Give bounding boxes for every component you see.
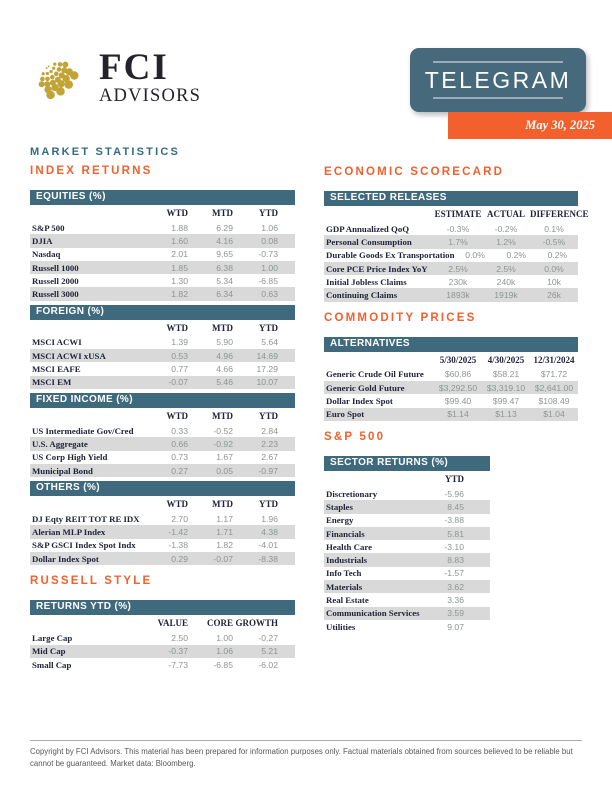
- cell-value: 1.39: [171, 337, 188, 348]
- others-table: [30, 481, 295, 565]
- table-row: [324, 288, 578, 301]
- cell-value: 6.29: [216, 222, 233, 233]
- cell-value: 5.21: [261, 646, 278, 657]
- column-headers: [30, 408, 295, 424]
- row-label: U.S. Aggregate: [32, 438, 88, 449]
- cell-value: 1.7%: [448, 236, 468, 247]
- cell-value: 5.90: [216, 337, 233, 348]
- cell-value: 1.67: [216, 452, 233, 463]
- table-header-bar: SELECTED RELEASES: [324, 191, 578, 206]
- brand-name: [99, 49, 201, 105]
- table-row: [324, 487, 490, 500]
- row-label: MSCI ACWI xUSA: [32, 350, 106, 361]
- cell-value: 0.2%: [506, 250, 527, 261]
- column-headers: [30, 205, 295, 221]
- cell-value: 1.2%: [496, 236, 516, 247]
- cell-value: 1919k: [494, 290, 518, 301]
- table-row: [324, 368, 578, 381]
- cell-value: $108.49: [538, 396, 570, 407]
- table-row: [324, 500, 490, 513]
- column-headers: [324, 206, 589, 222]
- table-row: [324, 567, 490, 580]
- table-row: [30, 248, 295, 261]
- row-label: Russell 2000: [32, 275, 79, 286]
- section-title-russell-style: RUSSELL STYLE: [30, 575, 153, 588]
- row-label: Info Tech: [326, 568, 362, 579]
- table-row: [324, 607, 490, 620]
- table-body: [30, 221, 295, 301]
- right-column: [324, 166, 589, 637]
- column-header: ESTIMATE: [434, 209, 482, 219]
- cell-value: $99.40: [444, 396, 472, 407]
- table-row: [30, 261, 295, 274]
- cell-value: 230k: [448, 276, 468, 287]
- cell-value: 0.0%: [465, 250, 485, 261]
- table-header-bar: FOREIGN (%): [30, 305, 295, 320]
- cell-value: $99.47: [492, 396, 520, 407]
- cell-value: 0.05: [216, 465, 233, 476]
- cell-value: 2.70: [171, 513, 188, 524]
- cell-value: 5.34: [216, 275, 233, 286]
- table-row: [30, 234, 295, 247]
- row-label: Mid Cap: [32, 646, 66, 657]
- cell-value: 1.00: [261, 262, 278, 273]
- cell-value: 5.46: [216, 377, 233, 388]
- table-row: [324, 381, 578, 394]
- column-headers: [30, 615, 295, 631]
- row-label: Generic Crude Oil Future: [326, 369, 424, 380]
- cell-value: 0.73: [171, 452, 188, 463]
- cell-value: 14.69: [256, 350, 278, 361]
- table-row: [30, 552, 295, 565]
- cell-value: 10.07: [256, 377, 278, 388]
- table-body: [30, 631, 295, 671]
- cell-value: -0.52: [213, 425, 233, 436]
- cell-value: 1.88: [171, 222, 188, 233]
- cell-value: 3.59: [447, 608, 464, 619]
- cell-value: -0.97: [258, 465, 278, 476]
- cell-value: 1.06: [216, 646, 233, 657]
- cell-value: -0.07: [213, 553, 233, 564]
- table-row: [30, 631, 295, 644]
- row-label: Core PCE Price Index YoY: [326, 263, 428, 274]
- masthead-telegram-banner: [410, 48, 586, 112]
- column-headers: [30, 320, 295, 336]
- cell-value: 2.67: [261, 452, 278, 463]
- left-column: [30, 146, 295, 675]
- column-header: MTD: [212, 208, 233, 218]
- table-row: [30, 464, 295, 477]
- row-label: Nasdaq: [32, 249, 61, 260]
- column-header: 12/31/2024: [533, 354, 575, 365]
- column-header: YTD: [258, 410, 278, 421]
- cell-value: 6.34: [216, 289, 233, 300]
- cell-value: -0.27: [258, 632, 278, 643]
- table-row: [324, 580, 490, 593]
- cell-value: 1.82: [171, 289, 188, 300]
- table-row: [30, 424, 295, 437]
- cell-value: 3.62: [447, 581, 464, 592]
- row-label: S&P GSCI Index Spot Indx: [32, 540, 136, 551]
- cell-value: 17.29: [256, 364, 278, 375]
- table-row: [30, 274, 295, 287]
- cell-value: 1.82: [216, 540, 233, 551]
- cell-value: 0.63: [261, 289, 278, 300]
- row-label: MSCI ACWI: [32, 337, 82, 348]
- column-headers: [324, 471, 490, 487]
- cell-value: $60.86: [444, 369, 472, 380]
- equities-table: [30, 190, 295, 301]
- sector-returns-table: [324, 456, 490, 633]
- row-label: Continuing Claims: [326, 290, 398, 301]
- row-label: Euro Spot: [326, 409, 365, 420]
- row-label: GDP Annualized QoQ: [326, 223, 410, 234]
- table-row: [30, 336, 295, 349]
- cell-value: 0.29: [171, 553, 188, 564]
- table-row: [324, 620, 490, 633]
- row-label: MSCI EAFE: [32, 364, 81, 375]
- column-header: YTD: [258, 322, 278, 333]
- cell-value: 0.66: [171, 438, 188, 449]
- cell-value: -0.2%: [494, 223, 518, 234]
- cell-value: $3,319.10: [486, 382, 526, 393]
- cell-value: 9.07: [447, 621, 464, 632]
- cell-value: -0.92: [213, 438, 233, 449]
- cell-value: 5.81: [447, 528, 464, 539]
- cell-value: 1.17: [216, 513, 233, 524]
- cell-value: 4.66: [216, 364, 233, 375]
- cell-value: 2.23: [261, 438, 278, 449]
- row-label: Generic Gold Future: [326, 382, 405, 393]
- banner-rule-top: [433, 61, 563, 63]
- table-row: [30, 221, 295, 234]
- cell-value: -8.38: [258, 553, 278, 564]
- column-header: YTD: [258, 499, 278, 510]
- row-label: Materials: [326, 581, 363, 592]
- table-header-bar: OTHERS (%): [30, 481, 295, 496]
- russell-style-table: [30, 600, 295, 671]
- column-header: ACTUAL: [486, 209, 525, 219]
- cell-value: 0.77: [171, 364, 188, 375]
- fixed-income-table: [30, 393, 295, 477]
- cell-value: 2.50: [171, 632, 188, 643]
- column-header: WTD: [166, 410, 188, 421]
- brand-name-bottom: ADVISORS: [99, 86, 202, 106]
- table-row: [324, 553, 490, 566]
- row-label: US Corp High Yield: [32, 452, 108, 463]
- column-header: VALUE: [157, 618, 188, 629]
- cell-value: $2,641.00: [534, 382, 574, 393]
- section-title-commodity-prices: COMMODITY PRICES: [324, 311, 477, 324]
- cell-value: 2.5%: [448, 263, 468, 274]
- row-label: Russell 1000: [32, 262, 79, 273]
- cell-value: 1.60: [171, 235, 188, 246]
- cell-value: 0.53: [171, 350, 188, 361]
- cell-value: -1.57: [444, 568, 464, 579]
- table-header-bar: ALTERNATIVES: [324, 337, 578, 352]
- cell-value: 6.38: [216, 262, 233, 273]
- cell-value: 3.36: [447, 594, 464, 605]
- table-header-bar: FIXED INCOME (%): [30, 393, 295, 408]
- row-label: Municipal Bond: [32, 465, 93, 476]
- table-row: [324, 262, 578, 275]
- cell-value: 4.96: [216, 350, 233, 361]
- cell-value: -0.07: [168, 377, 188, 388]
- row-label: US Intermediate Gov/Cred: [32, 425, 134, 436]
- row-label: Financials: [326, 528, 365, 539]
- row-label: Personal Consumption: [326, 236, 412, 247]
- row-label: Industrials: [326, 555, 368, 566]
- cell-value: -5.96: [444, 488, 464, 499]
- cell-value: 1.00: [216, 632, 233, 643]
- cell-value: 0.08: [261, 235, 278, 246]
- column-header: MTD: [212, 322, 233, 333]
- table-row: [30, 539, 295, 552]
- row-label: Small Cap: [32, 659, 72, 670]
- selected-releases-table: [324, 191, 589, 302]
- table-body: [30, 512, 295, 565]
- table-row: [324, 235, 578, 248]
- table-row: [324, 527, 490, 540]
- brand-name-top: FCI: [99, 47, 169, 88]
- fci-globe-logo-icon: [34, 55, 90, 113]
- row-label: Real Estate: [326, 594, 369, 605]
- row-label: Energy: [326, 515, 354, 526]
- table-row: [324, 249, 578, 262]
- section-title-sp500: S&P 500: [324, 430, 386, 443]
- publication-title: TELEGRAM: [424, 67, 572, 93]
- table-row: [30, 349, 295, 362]
- cell-value: -0.5%: [542, 236, 566, 247]
- row-label: Dollar Index Spot: [326, 396, 393, 407]
- cell-value: 0.33: [171, 425, 188, 436]
- table-row: [324, 222, 578, 235]
- row-label: Dollar Index Spot: [32, 553, 99, 564]
- cell-value: 8.45: [447, 501, 464, 512]
- table-header-bar: EQUITIES (%): [30, 190, 295, 205]
- table-row: [324, 593, 490, 606]
- cell-value: 4.16: [216, 235, 233, 246]
- kicker-market-statistics: MARKET STATISTICS: [30, 146, 181, 158]
- row-label: Large Cap: [32, 632, 73, 643]
- row-label: Communication Services: [326, 608, 420, 619]
- cell-value: $58.21: [492, 369, 520, 380]
- cell-value: -0.37: [168, 646, 188, 657]
- cell-value: -6.85: [213, 659, 233, 670]
- table-row: [30, 512, 295, 525]
- column-header: 5/30/2025: [439, 354, 477, 365]
- column-header: YTD: [258, 208, 278, 218]
- column-headers: [30, 496, 295, 512]
- cell-value: 2.01: [171, 249, 188, 260]
- table-row: [324, 514, 490, 527]
- cell-value: 1.71: [216, 527, 233, 538]
- cell-value: 10k: [547, 276, 561, 287]
- cell-value: 8.83: [447, 555, 464, 566]
- cell-value: $3,292.50: [438, 382, 478, 393]
- cell-value: -6.85: [258, 275, 278, 286]
- row-label: DJ Eqty REIT TOT RE IDX: [32, 513, 140, 524]
- cell-value: -7.73: [168, 659, 188, 670]
- cell-value: $71.72: [540, 369, 568, 380]
- row-label: Staples: [326, 501, 353, 512]
- column-header: WTD: [166, 322, 188, 333]
- row-label: Durable Goods Ex Transportation: [326, 250, 455, 261]
- table-row: [30, 658, 295, 671]
- table-row: [30, 287, 295, 300]
- footer-disclaimer: Copyright by FCI Advisors. This material has been prepared for information purposes only. Factual materials obtained from sources believed to be reliable but cannot be guaranteed. Market data: Bloomberg.: [30, 740, 582, 771]
- banner-rule-bottom: [433, 97, 563, 99]
- table-body: [324, 487, 490, 633]
- row-label: Utilities: [326, 621, 356, 632]
- cell-value: 1.96: [261, 513, 278, 524]
- column-header: DIFFERENCE: [530, 209, 589, 219]
- row-label: MSCI EM: [32, 377, 72, 388]
- cell-value: 9.65: [216, 249, 233, 260]
- cell-value: -1.38: [168, 540, 188, 551]
- date-banner: [448, 112, 612, 139]
- table-header-bar: RETURNS YTD (%): [30, 600, 295, 615]
- cell-value: 26k: [547, 290, 561, 301]
- column-header: 4/30/2025: [487, 354, 525, 365]
- column-header: WTD: [166, 208, 188, 218]
- table-body: [30, 424, 295, 477]
- row-label: S&P 500: [32, 222, 65, 233]
- cell-value: 0.1%: [544, 223, 564, 234]
- section-title-index-returns: INDEX RETURNS: [30, 165, 153, 177]
- row-label: Initial Jobless Claims: [326, 276, 407, 287]
- cell-value: $1.14: [447, 409, 469, 420]
- cell-value: 0.0%: [544, 263, 564, 274]
- cell-value: 240k: [496, 276, 516, 287]
- row-label: Health Care: [326, 541, 373, 552]
- cell-value: 5.64: [261, 337, 278, 348]
- table-body: [324, 222, 578, 302]
- cell-value: $1.13: [495, 409, 517, 420]
- cell-value: 2.84: [261, 425, 278, 436]
- row-label: DJIA: [32, 235, 53, 246]
- table-row: [30, 437, 295, 450]
- alternatives-table: [324, 337, 578, 421]
- row-label: Alerian MLP Index: [32, 527, 106, 538]
- table-row: [30, 376, 295, 389]
- column-header: GROWTH: [235, 618, 278, 629]
- table-row: [30, 451, 295, 464]
- cell-value: 0.27: [171, 465, 188, 476]
- table-row: [324, 408, 578, 421]
- cell-value: $1.04: [543, 409, 565, 420]
- cell-value: -0.73: [258, 249, 278, 260]
- column-header: WTD: [166, 499, 188, 510]
- table-row: [30, 362, 295, 375]
- section-title-economic-scorecard: ECONOMIC SCORECARD: [324, 166, 505, 178]
- row-label: Discretionary: [326, 488, 378, 499]
- cell-value: 2.5%: [496, 263, 516, 274]
- table-row: [324, 275, 578, 288]
- table-row: [30, 645, 295, 658]
- cell-value: -4.01: [258, 540, 278, 551]
- table-row: [324, 394, 578, 407]
- cell-value: -3.88: [444, 515, 464, 526]
- cell-value: 4.38: [261, 527, 278, 538]
- publication-date: May 30, 2025: [525, 118, 595, 132]
- row-label: Russell 3000: [32, 289, 79, 300]
- foreign-table: [30, 305, 295, 389]
- cell-value: 1.85: [171, 262, 188, 273]
- column-header: CORE: [206, 618, 233, 629]
- table-body: [324, 368, 578, 421]
- cell-value: -3.10: [444, 541, 464, 552]
- column-header: MTD: [212, 410, 233, 421]
- cell-value: 0.2%: [547, 250, 568, 261]
- cell-value: -6.02: [258, 659, 278, 670]
- cell-value: 1.30: [171, 275, 188, 286]
- column-header: YTD: [444, 473, 464, 484]
- table-header-bar: SECTOR RETURNS (%): [324, 456, 490, 471]
- cell-value: -0.3%: [446, 223, 470, 234]
- column-headers: [324, 352, 578, 368]
- cell-value: -1.42: [168, 527, 188, 538]
- cell-value: 1893k: [446, 290, 470, 301]
- column-header: MTD: [212, 499, 233, 510]
- cell-value: 1.06: [261, 222, 278, 233]
- table-row: [30, 525, 295, 538]
- table-row: [324, 540, 490, 553]
- table-body: [30, 336, 295, 389]
